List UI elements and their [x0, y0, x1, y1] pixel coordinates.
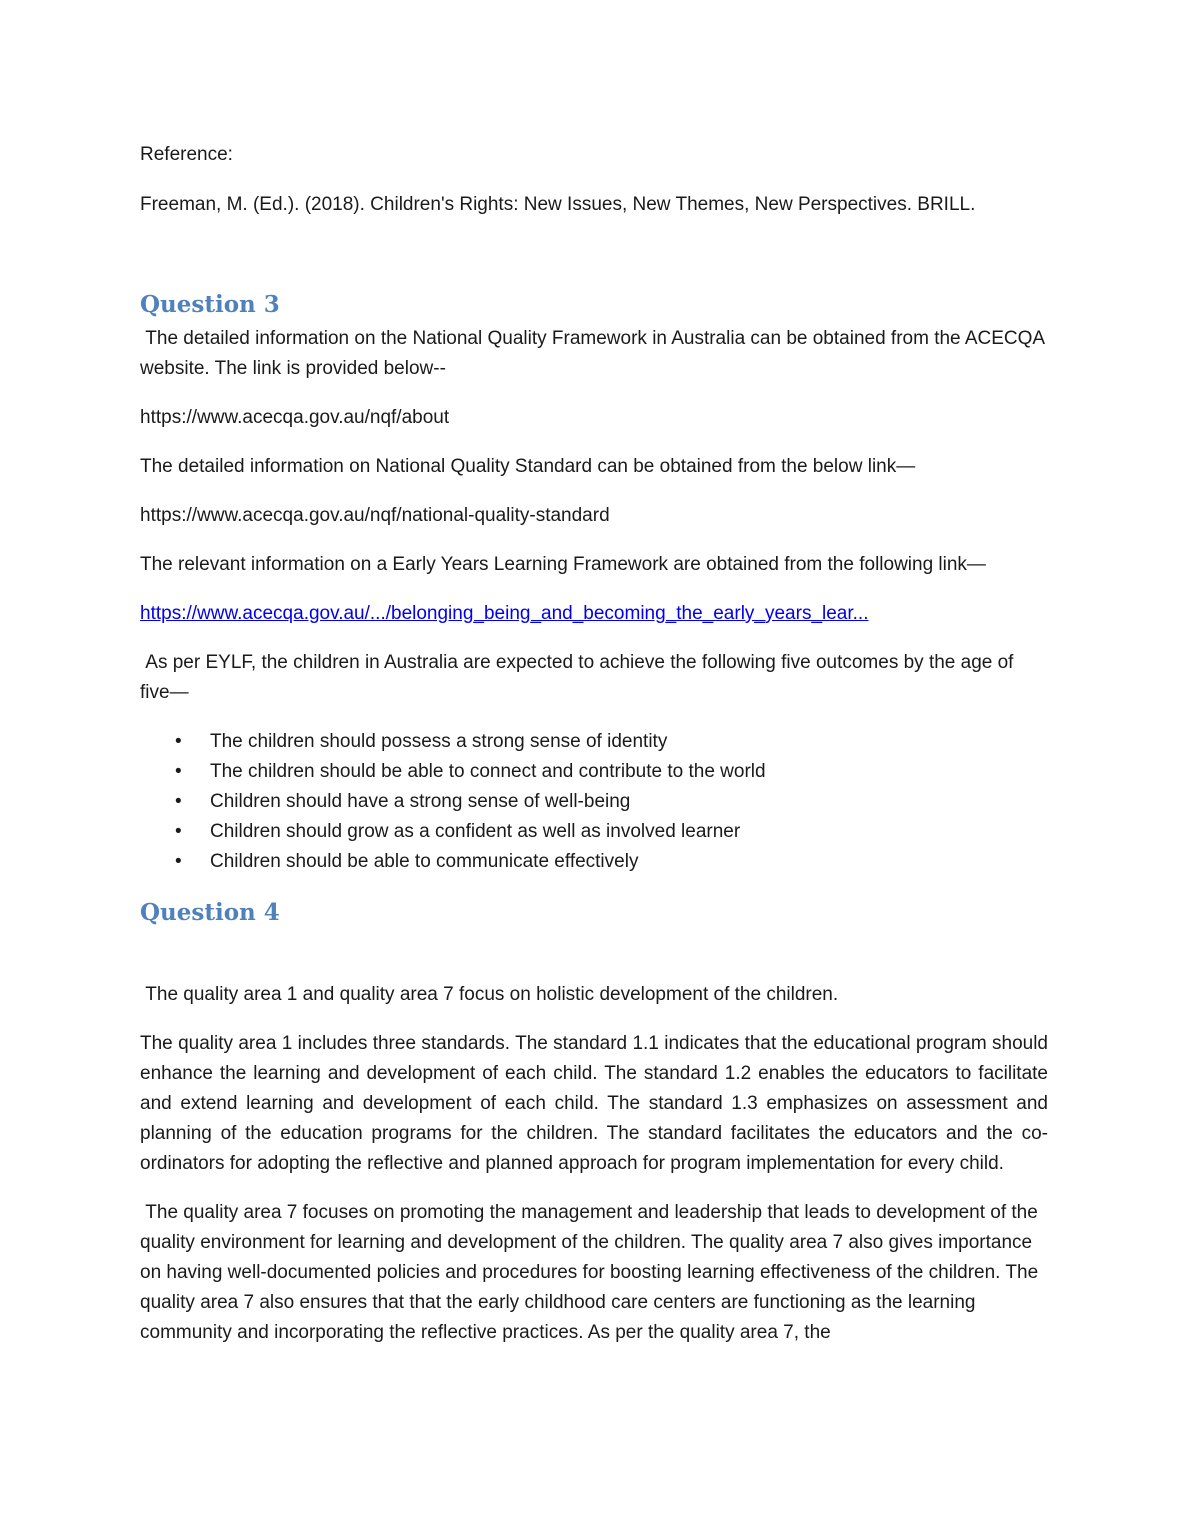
bullet-icon: • [175, 821, 182, 842]
question-4-intro: The quality area 1 and quality area 7 focus on holistic development of the children. [140, 984, 839, 1005]
outcome-text: Children should have a strong sense of well-being [210, 791, 631, 812]
bullet-icon: • [175, 851, 182, 872]
bullet-icon: • [175, 761, 182, 782]
bullet-icon: • [175, 791, 182, 812]
document-page [140, 140, 1048, 1348]
list-item [140, 787, 1048, 817]
question-3-heading: Question 3 [140, 291, 280, 318]
eylf-link[interactable]: https://www.acecqa.gov.au/.../belonging_being_and_becoming_the_early_years_lear... [140, 603, 869, 624]
list-item [140, 727, 1048, 757]
outcome-text: The children should possess a strong sense of identity [210, 731, 668, 752]
list-item [140, 817, 1048, 847]
reference-entry: Freeman, M. (Ed.). (2018). Children's Rights: New Issues, New Themes, New Perspectives. BRILL. [140, 194, 976, 215]
question-3-intro: The detailed information on the National Quality Framework in Australia can be obtained from the ACECQA website. The link is provided below-- [140, 328, 1050, 379]
eylf-link-line [140, 599, 1048, 629]
bullet-icon: • [175, 731, 182, 752]
outcomes-list [140, 727, 1048, 877]
nqf-url-text: https://www.acecqa.gov.au/nqf/about [140, 407, 450, 428]
outcome-text: Children should grow as a confident as well as involved learner [210, 821, 741, 842]
outcome-text: Children should be able to communicate effectively [210, 851, 639, 872]
quality-area-1-paragraph: The quality area 1 includes three standards. The standard 1.1 indicates that the educational program should enhance the learning and development of each child. The standard 1.2 enables the educators to facilitate and extend learning and development of each child. The standard 1.3 emphasizes on assessment and planning of the education programs for the children. The standard facilitates the educators and the co-ordinators for adopting the reflective and planned approach for program implementation for every child. [140, 1033, 1048, 1174]
list-item [140, 847, 1048, 877]
nqs-text: The detailed information on National Quality Standard can be obtained from the below link— [140, 456, 916, 477]
outcome-text: The children should be able to connect and contribute to the world [210, 761, 766, 782]
question-4-heading: Question 4 [140, 899, 280, 926]
list-item [140, 757, 1048, 787]
reference-label: Reference: [140, 144, 233, 165]
nqs-url-text: https://www.acecqa.gov.au/nqf/national-quality-standard [140, 505, 610, 526]
eylf-text: The relevant information on a Early Years Learning Framework are obtained from the following link— [140, 554, 986, 575]
quality-area-7-paragraph: The quality area 7 focuses on promoting the management and leadership that leads to development of the quality environment for learning and development of the children. The quality area 7 also gives importance on having well-documented policies and procedures for boosting learning effectiveness of the children. The quality area 7 also ensures that that the early childhood care centers are functioning as the learning community and incorporating the reflective practices. As per the quality area 7, the [140, 1202, 1044, 1343]
outcomes-intro: As per EYLF, the children in Australia are expected to achieve the following five outcomes by the age of five— [140, 652, 1019, 703]
